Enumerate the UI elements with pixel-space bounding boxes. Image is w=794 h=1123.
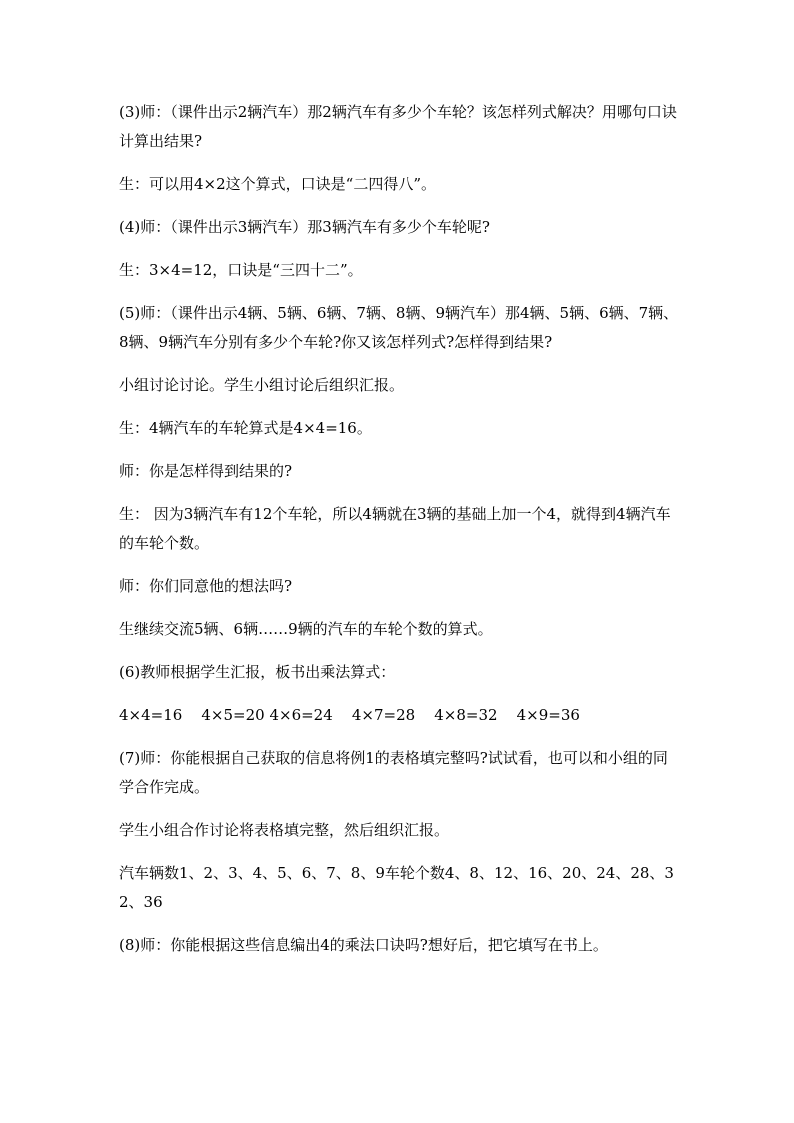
paragraph-continue-exchange: 生继续交流5辆、6辆……9辆的汽车的车轮个数的算式。 — [119, 620, 493, 638]
paragraph-q3: (3)师：（课件出示2辆汽车）那2辆汽车有多少个车轮？该怎样列式解决？用哪句口诀计算出结果? — [119, 103, 677, 150]
paragraph-answer-q3: 生：可以用4×2这个算式，口诀是“二四得八”。 — [119, 175, 436, 193]
multiplication-formulas: 4×4=16 4×5=20 4×6=24 4×7=28 4×8=32 4×9=36 — [119, 706, 580, 724]
paragraph-table-data: 汽车辆数1、2、3、4、5、6、7、8、9车轮个数4、8、12、16、20、24、28、32、36 — [119, 864, 674, 911]
paragraph-teacher-question: 师：你是怎样得到结果的? — [119, 462, 293, 480]
paragraph-answer-4-cars: 生：4辆汽车的车轮算式是4×4=16。 — [119, 419, 372, 437]
paragraph-q6: (6)教师根据学生汇报，板书出乘法算式： — [119, 663, 396, 681]
document-body — [119, 98, 679, 974]
paragraph-fill-table: 学生小组合作讨论将表格填完整，然后组织汇报。 — [119, 821, 450, 839]
paragraph-teacher-agree: 师：你们同意他的想法吗? — [119, 577, 293, 595]
paragraph-q8: (8)师：你能根据这些信息编出4的乘法口诀吗?想好后，把它填写在书上。 — [119, 936, 608, 954]
paragraph-answer-q4: 生：3×4=12，口诀是“三四十二”。 — [119, 261, 363, 279]
paragraph-q5: (5)师：（课件出示4辆、5辆、6辆、7辆、8辆、9辆汽车）那4辆、5辆、6辆、7辆、8辆、9辆汽车分别有多少个车轮?你又该怎样列式?怎样得到结果? — [119, 304, 679, 351]
paragraph-group-discussion: 小组讨论讨论。学生小组讨论后组织汇报。 — [119, 376, 405, 394]
paragraph-student-reason: 生： 因为3辆汽车有12个车轮，所以4辆就在3辆的基础上加一个4，就得到4辆汽车的车轮个数。 — [119, 505, 671, 552]
paragraph-q4: (4)师：（课件出示3辆汽车）那3辆汽车有多少个车轮呢? — [119, 218, 490, 236]
paragraph-q7: (7)师：你能根据自己获取的信息将例1的表格填完整吗?试试看，也可以和小组的同学合作完成。 — [119, 749, 668, 796]
